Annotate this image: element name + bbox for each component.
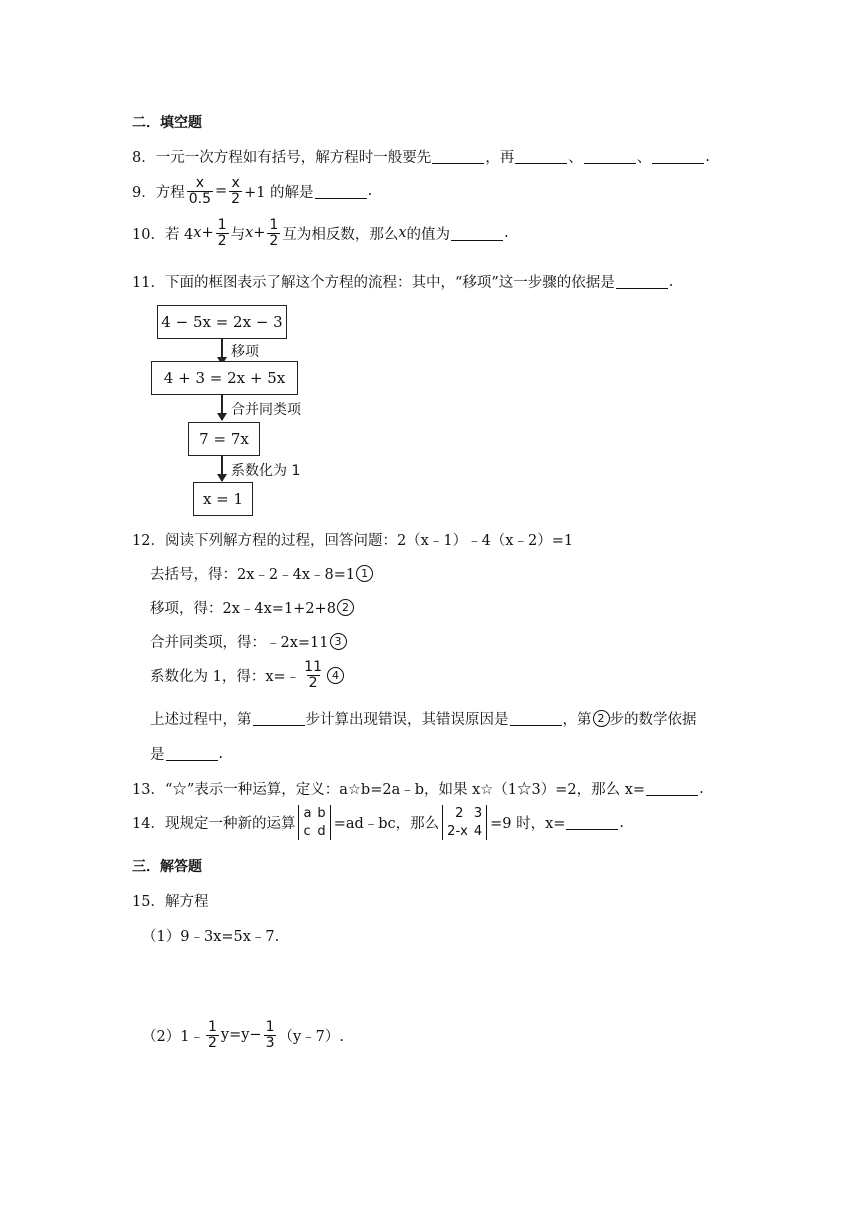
- q12-q-text: 上述过程中，第: [150, 712, 252, 728]
- denominator: 2: [217, 232, 227, 249]
- q10-mid: 与: [230, 226, 246, 243]
- q15-p2-post: （y﹣7）.: [278, 1028, 345, 1045]
- q12-step-1: [150, 563, 373, 584]
- fraction: [206, 1020, 219, 1050]
- q13-text: 13．“☆”表示一种运算，定义：a☆b=2a﹣b，如果 x☆（1☆3）=2，那么 x=: [132, 782, 646, 798]
- q10-prefix: 10．若 4: [132, 226, 194, 243]
- q12-q-text: 步的数学依据: [609, 712, 697, 728]
- det-entry: 2: [455, 806, 464, 821]
- q12-q-text: ，第: [562, 712, 592, 728]
- q14-mid: =ad﹣bc，那么: [333, 816, 440, 833]
- question-10: [132, 218, 509, 248]
- q12-step-3: [150, 631, 347, 652]
- plus-sign: +: [253, 225, 266, 242]
- det-entry: 4: [473, 823, 483, 839]
- det-entry: 3: [473, 806, 483, 821]
- fraction: [267, 218, 280, 248]
- q12-q-text: 是: [150, 747, 165, 763]
- flow-box-2: 4 + 3 = 2x + 5x: [151, 361, 298, 395]
- question-11: [132, 271, 673, 292]
- det-entry: 2-x: [447, 823, 468, 839]
- circled-number: 4: [327, 667, 344, 684]
- q9-end: .: [367, 183, 373, 200]
- q9-post: +1 的解是: [244, 184, 314, 201]
- denominator: 2: [231, 190, 241, 207]
- answer-blank[interactable]: [510, 711, 562, 726]
- det-entry: a: [303, 806, 312, 821]
- q12-question-cont: [150, 743, 223, 764]
- q11-end: .: [668, 273, 674, 290]
- q10-mid2: 互为相反数，那么: [282, 226, 399, 243]
- numerator: 1: [269, 217, 279, 233]
- answer-blank[interactable]: [584, 149, 636, 164]
- q8-sep: 、: [636, 150, 652, 166]
- answer-blank[interactable]: [566, 815, 618, 830]
- section-heading: 二．填空题: [132, 115, 202, 131]
- question-8: [132, 146, 710, 167]
- variable: x: [193, 225, 202, 242]
- step-text: 移项，得：2x﹣4x=1+2+8: [150, 601, 336, 617]
- fraction: [216, 218, 229, 248]
- determinant: [442, 805, 487, 840]
- q11-text: 11．下面的框图表示了解这个方程的流程：其中，“移项”这一步骤的依据是: [132, 275, 615, 291]
- circled-number: 2: [337, 599, 354, 616]
- flow-box-3: 7 = 7x: [188, 422, 260, 456]
- q8-mid: ，再: [485, 150, 515, 166]
- q15-part-1: （1）9﹣3x=5x﹣7.: [142, 929, 280, 945]
- q8-end: .: [705, 148, 710, 165]
- denominator: 0.5: [188, 190, 211, 207]
- q14-end: .: [619, 814, 625, 831]
- q8-text: 8．一元一次方程如有括号，解方程时一般要先: [132, 150, 432, 166]
- q10-end: .: [504, 225, 509, 242]
- q9-prefix: 9．方程: [132, 184, 185, 201]
- denominator: 2: [207, 1034, 217, 1051]
- determinant: [298, 805, 330, 840]
- flow-step-2: 合并同类项: [231, 402, 301, 418]
- q12-end: .: [218, 745, 224, 762]
- fraction: [264, 1020, 277, 1050]
- q14-prefix: 14．现规定一种新的运算: [132, 816, 296, 833]
- answer-blank[interactable]: [315, 184, 367, 199]
- det-entry: c: [303, 823, 311, 839]
- numerator: 11: [304, 659, 322, 675]
- q8-sep: 、: [568, 150, 583, 166]
- circled-number: 2: [593, 710, 610, 727]
- answer-blank[interactable]: [515, 149, 567, 164]
- question-12: 12．阅读下列解方程的过程，回答问题：2（x﹣1）﹣4（x﹣2）=1: [132, 533, 574, 549]
- equals-sign: =: [215, 183, 228, 200]
- det-entry: b: [317, 806, 326, 821]
- fraction: [229, 176, 242, 206]
- q10-post: 的值为: [406, 226, 451, 243]
- question-15: 15．解方程: [132, 894, 209, 910]
- answer-blank[interactable]: [253, 711, 305, 726]
- denominator: 2: [308, 674, 318, 691]
- flow-box-4: x = 1: [193, 482, 253, 516]
- numerator: 1: [217, 217, 227, 233]
- fraction: [302, 660, 324, 690]
- step-text: 合并同类项，得：﹣2x=11: [150, 635, 329, 651]
- q12-question: [150, 708, 697, 729]
- answer-blank[interactable]: [432, 149, 484, 164]
- circled-number: 1: [356, 565, 373, 582]
- answer-blank[interactable]: [166, 746, 218, 761]
- plus-sign: +: [201, 225, 214, 242]
- numerator: 1: [265, 1019, 275, 1035]
- answer-blank[interactable]: [451, 226, 503, 241]
- question-14: [132, 805, 624, 840]
- q12-step-4: [150, 660, 344, 690]
- denominator: 3: [265, 1034, 275, 1051]
- step-text: 系数化为 1，得：x=﹣: [150, 668, 301, 685]
- variable: x: [398, 225, 407, 242]
- denominator: 2: [269, 232, 279, 249]
- answer-blank[interactable]: [616, 274, 668, 289]
- q15-p2-mid: y=y−: [220, 1027, 262, 1044]
- flow-step-1: 移项: [231, 344, 259, 360]
- fraction: [187, 176, 213, 206]
- numerator: x: [231, 175, 240, 191]
- q13-end: .: [699, 780, 704, 797]
- down-arrow-icon: [221, 394, 223, 420]
- down-arrow-icon: [221, 455, 223, 481]
- step-text: 去括号，得：2x﹣2﹣4x﹣8=1: [150, 567, 356, 583]
- question-9: [132, 176, 372, 206]
- question-13: [132, 778, 704, 799]
- variable: x: [245, 225, 254, 242]
- answer-blank[interactable]: [652, 149, 704, 164]
- q14-post: =9 时，x=: [490, 816, 566, 833]
- answer-blank[interactable]: [646, 781, 698, 796]
- circled-number: 3: [330, 633, 347, 650]
- q15-p2-prefix: （2）1﹣: [142, 1028, 204, 1045]
- section-heading: 三．解答题: [132, 859, 202, 875]
- numerator: 1: [207, 1019, 217, 1035]
- det-entry: d: [317, 823, 326, 839]
- q12-step-2: [150, 597, 354, 618]
- flow-box-1: 4 − 5x = 2x − 3: [157, 305, 287, 339]
- flow-step-3: 系数化为 1: [231, 463, 301, 479]
- q15-part-2: [142, 1020, 344, 1050]
- q12-q-text: 步计算出现错误，其错误原因是: [305, 712, 509, 728]
- numerator: x: [195, 175, 205, 191]
